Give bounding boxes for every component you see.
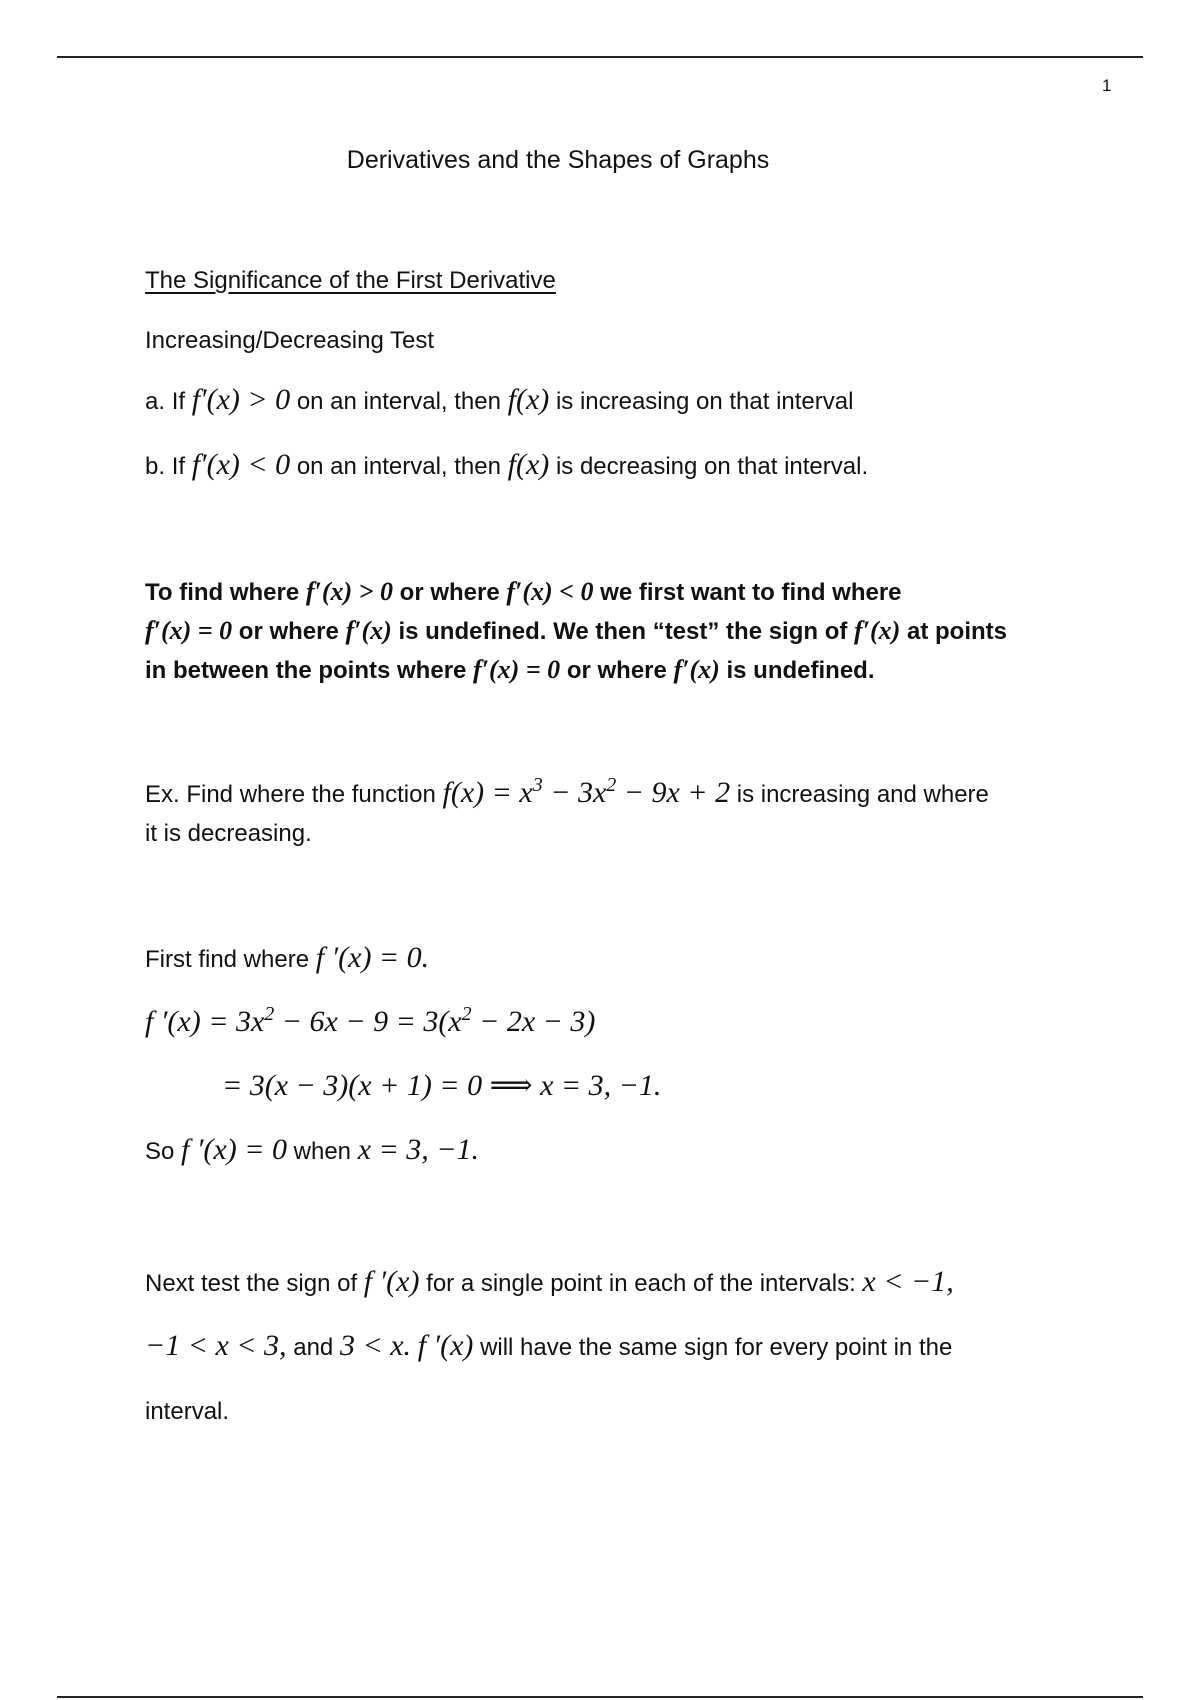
next-math: −1 < x < 3, <box>145 1329 287 1362</box>
note-text: in between the points where <box>145 657 467 684</box>
bold-note-line-2 <box>145 617 1007 646</box>
next-line-1 <box>145 1265 954 1298</box>
page-number: 1 <box>1102 76 1112 95</box>
note-text: at points <box>907 618 1008 645</box>
so-text: So <box>145 1138 175 1165</box>
derivative-line <box>145 1003 596 1038</box>
example-function-part: − 9x + 2 <box>616 776 731 809</box>
note-math: f′(x) <box>854 616 901 645</box>
example-function-part: − 3x <box>542 776 607 809</box>
item-b-label: b. <box>145 453 166 480</box>
so-math: f ′(x) = 0 <box>181 1133 287 1166</box>
bold-note-line-3 <box>145 656 875 685</box>
note-text: or where <box>399 579 500 606</box>
exponent: 2 <box>264 1003 275 1025</box>
next-math: x < −1, <box>862 1265 954 1298</box>
first-find-text: First find where <box>145 946 310 973</box>
next-text: Next test the sign of <box>145 1270 358 1297</box>
next-line-3: interval. <box>145 1398 230 1425</box>
item-a-if: If <box>171 388 186 415</box>
note-text: or where <box>238 618 339 645</box>
item-a-function: f(x) <box>507 383 550 416</box>
top-rule <box>57 56 1143 58</box>
test-name: Increasing/Decreasing Test <box>145 327 435 354</box>
note-math: f′(x) <box>673 655 720 684</box>
section-heading: The Significance of the First Derivative <box>145 267 556 294</box>
item-b-if: If <box>171 453 186 480</box>
derivative-part: − 6x − 9 = 3(x <box>274 1005 462 1038</box>
next-math: f ′(x) <box>417 1329 474 1362</box>
first-find-math: f ′(x) = 0. <box>315 941 430 974</box>
item-b <box>145 448 869 481</box>
page-title: Derivatives and the Shapes of Graphs <box>346 146 770 174</box>
derivative-part: f ′(x) = 3x <box>145 1005 265 1038</box>
note-math: f′(x) = 0 <box>145 616 233 645</box>
note-text: or where <box>566 657 667 684</box>
item-b-end: is decreasing on that interval. <box>555 453 869 480</box>
item-b-condition: f′(x) < 0 <box>191 448 291 481</box>
example-prefix: Ex. Find where the function <box>145 781 436 808</box>
exponent: 2 <box>606 774 617 796</box>
item-b-function: f(x) <box>507 448 550 481</box>
note-math: f′(x) < 0 <box>506 577 594 606</box>
example-function-part: f(x) = x <box>442 776 533 809</box>
bold-note-line-1 <box>145 578 902 607</box>
example-line-2: it is decreasing. <box>145 820 312 847</box>
exponent: 2 <box>461 1003 472 1025</box>
item-a-condition: f′(x) > 0 <box>191 383 291 416</box>
note-math: f′(x) <box>345 616 392 645</box>
next-math: f ′(x) <box>363 1265 420 1298</box>
item-a-middle: on an interval, then <box>296 388 501 415</box>
bottom-rule <box>57 1696 1143 1698</box>
factored-line: = 3(x − 3)(x + 1) = 0 ⟹ x = 3, −1. <box>222 1069 662 1102</box>
example-line-1 <box>145 774 989 809</box>
next-line-2 <box>145 1329 953 1362</box>
note-text: is undefined. We then “test” the sign of <box>398 618 848 645</box>
example-suffix: is increasing and where <box>736 781 989 808</box>
note-text: To find where <box>145 579 300 606</box>
when-text: when <box>293 1138 352 1165</box>
next-text: will have the same sign for every point in the <box>480 1334 953 1361</box>
item-a-label: a. <box>145 388 166 415</box>
first-find-line <box>145 941 430 974</box>
note-math: f′(x) > 0 <box>305 577 393 606</box>
note-text: we first want to find where <box>600 579 902 606</box>
derivative-part: − 2x − 3) <box>471 1005 596 1038</box>
next-text: for a single point in each of the intervals: <box>426 1270 856 1297</box>
item-a <box>145 383 854 416</box>
when-math: x = 3, −1. <box>357 1133 479 1166</box>
example-function <box>443 776 731 809</box>
next-math: 3 < x. <box>339 1329 412 1362</box>
so-line <box>145 1133 479 1166</box>
next-text: and <box>293 1334 334 1361</box>
item-b-middle: on an interval, then <box>296 453 501 480</box>
note-math: f′(x) = 0 <box>473 655 561 684</box>
item-a-end: is increasing on that interval <box>555 388 854 415</box>
note-text: is undefined. <box>726 657 875 684</box>
exponent: 3 <box>532 774 543 796</box>
